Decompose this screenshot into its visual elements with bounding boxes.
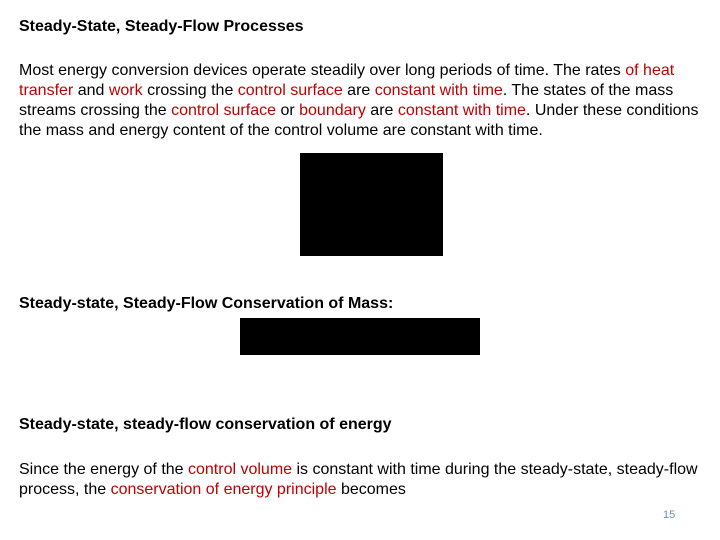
intro-text: or	[276, 102, 300, 119]
control-surface-term: control surface	[171, 102, 276, 119]
page-number: 15	[663, 509, 676, 521]
redacted-equation	[240, 318, 480, 355]
intro-text: crossing the	[142, 82, 238, 99]
intro-text: . The states of the mass streams crossing the	[19, 82, 674, 119]
intro-text: are	[342, 82, 375, 99]
redacted-figure	[300, 153, 443, 256]
control-surface-term: control surface	[237, 82, 343, 99]
energy-paragraph	[19, 460, 709, 500]
intro-text: are	[365, 102, 398, 119]
heat-transfer-term: of heat transfer	[19, 62, 675, 99]
constant-with-time-term: constant with time	[374, 82, 503, 99]
mass-conservation-heading: Steady-state, Steady-Flow Conservation of Mass:	[19, 295, 394, 312]
energy-conservation-heading: Steady-state, steady-flow conservation of energy	[19, 416, 392, 433]
intro-text: Most energy conversion devices operate steadily over long periods of time. The rates	[19, 62, 626, 79]
intro-paragraph	[19, 61, 709, 141]
intro-text: . Under these conditions the mass and energy content of the control volume are constant with time.	[19, 102, 699, 139]
constant-with-time-term: constant with time	[397, 102, 526, 119]
conservation-principle-term: conservation of energy principle	[110, 481, 337, 498]
intro-text: and	[73, 82, 109, 99]
boundary-term: boundary	[299, 102, 366, 119]
work-term: work	[108, 82, 143, 99]
energy-text: is constant with time during the steady-state, steady-flow process, the	[19, 461, 698, 498]
energy-text: Since the energy of the	[19, 461, 188, 478]
page-title: Steady-State, Steady-Flow Processes	[19, 18, 304, 35]
control-volume-term: control volume	[188, 461, 293, 478]
energy-text: becomes	[336, 481, 406, 498]
